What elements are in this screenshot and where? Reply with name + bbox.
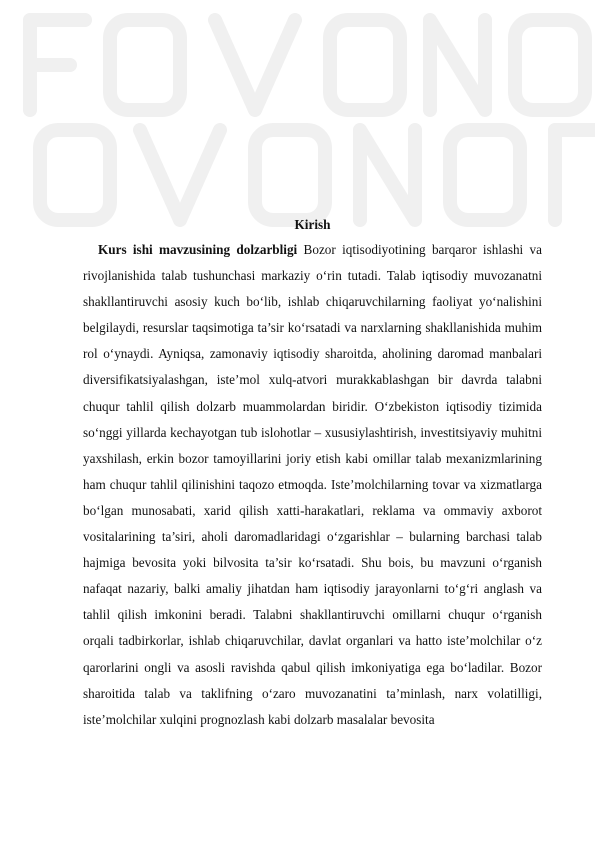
lead-phrase: Kurs ishi mavzusining dolzarbligi [98,242,298,257]
watermark-pattern [0,0,595,230]
section-heading: Kirish [294,217,331,232]
watermark-glyph [0,130,595,220]
document-content [83,213,542,733]
body-paragraph [83,237,542,733]
paragraph-text: Bozor iqtisodiyotining barqaror ishlashi va rivojlanishida talab tushunchasi markaziy o‘rin tutadi. Talab iqtisodiy muvozanatni shakllantiruvchi asosiy kuch bo‘lib, ishlab chiqaruvchilarning faoliyat yo‘nalishini belgilaydi, resurslar taqsimotiga ta’sir ko‘rsatadi va narxlarning shakllanishida muhim rol o‘ynaydi. Ayniqsa, zamonaviy iqtisodiy sharoitda, aholining daromad manbalari diversifikatsiyalashgan, iste’mol xulq-atvori murakkablashgan bir davrda talabni chuqur tahlil qilish dolzarb muammolardan biridir. O‘zbekiston iqtisodiy tizimida so‘nggi yillarda kechayotgan tub islohotlar – xususiylashtirish, investitsiyaviy muhitni yaxshilash, erkin bozor tamoyillarini joriy etish kabi omillar talab mexanizmlarining ham chuqur tahlil qilinishini taqozo etmoqda. Iste’molchilarning tovar va xizmatlarga bo‘lgan munosabati, xarid qilish xatti-harakatlari, reklama va ommaviy axborot vositalarining ta’siri, aholi daromadlaridagi o‘zgarishlar – bularning barchasi talab hajmiga bevosita yoki bilvosita ta’sir ko‘rsatadi. Shu bois, bu mavzuni o‘rganish nafaqat nazariy, balki amaliy jihatdan ham iqtisodiy jarayonlarni to‘g‘ri anglash va tahlil qilish imkonini beradi. Talabni shakllantiruvchi omillarni chuqur o‘rganish orqali tadbirkorlar, ishlab chiqaruvchilar, davlat organlari va hatto iste’molchilar o‘z qarorlarini ongli va asosli ravishda qabul qilish imkoniyatiga ega bo‘ladilar. Bozor sharoitida talab va taklifning o‘zaro muvozanatini ta’minlash, narx volatilligi, iste’molchilar xulqini prognozlash kabi dolzarb masalalar bevosita [83,242,542,727]
watermark-glyph [30,20,585,110]
